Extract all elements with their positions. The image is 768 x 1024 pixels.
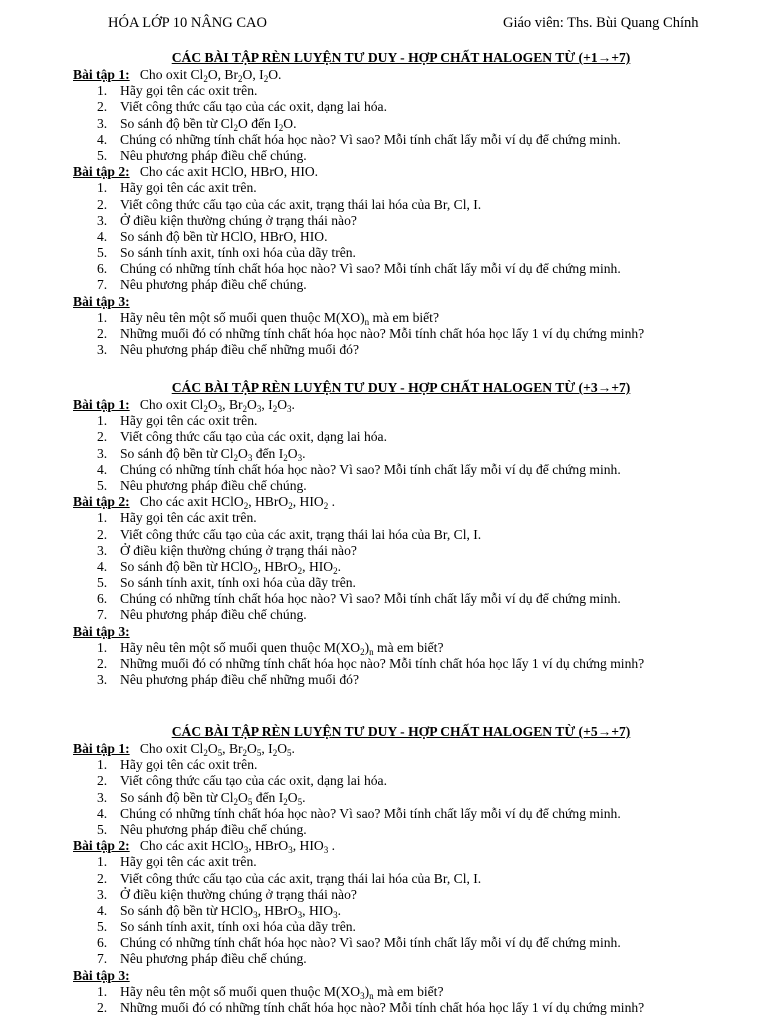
question-item	[0, 342, 768, 358]
question-number: 1.	[97, 180, 108, 196]
teacher-name: Giáo viên: Ths. Bùi Quang Chính	[503, 15, 699, 31]
question-number: 3.	[97, 445, 108, 461]
question-text: Viết công thức cấu tạo của các axit, trạng thái lai hóa của Br, Cl, I.	[120, 870, 482, 886]
question-text: Nêu phương pháp điều chế chúng.	[120, 607, 307, 623]
question-item	[0, 559, 768, 575]
question-text: Viết công thức cấu tạo của các axit, trạng thái lai hóa của Br, Cl, I.	[120, 526, 482, 542]
question-text: So sánh độ bền từ $Cl_2O$ đến $I_2O$.	[120, 115, 297, 133]
question-number: 2.	[97, 326, 108, 341]
question-number: 6.	[97, 935, 108, 951]
question-item	[0, 446, 768, 462]
question-item	[0, 277, 768, 293]
question-number: 3.	[97, 342, 108, 358]
question-item	[0, 326, 768, 342]
question-number: 4.	[97, 461, 108, 477]
question-text: Viết công thức cấu tạo của các axit, trạng thái lai hóa của Br, Cl, I.	[120, 196, 482, 212]
question-number: 6.	[97, 261, 108, 277]
question-text: So sánh tính axit, tính oxi hóa của dãy trên.	[120, 919, 356, 935]
question-item	[0, 672, 768, 688]
exercise-heading	[0, 67, 768, 83]
question-text: Viết công thức cấu tạo của các oxit, dạng lai hóa.	[120, 429, 387, 445]
question-item	[0, 510, 768, 526]
question-text: Hãy gọi tên các oxit trên.	[120, 83, 258, 99]
question-text: Nêu phương pháp điều chế chúng.	[120, 951, 307, 967]
question-item	[0, 575, 768, 591]
exercise-heading	[0, 164, 768, 180]
question-item	[0, 790, 768, 806]
question-number: 5.	[97, 919, 108, 935]
question-item	[0, 527, 768, 543]
exercise-heading	[0, 838, 768, 854]
question-item	[0, 462, 768, 478]
exercise-intro: Cho các axit HClO$_2$, HBrO$_2$, $HIO_2$ .	[139, 494, 335, 512]
question-number: 2.	[97, 1000, 108, 1015]
question-number: 3.	[97, 115, 108, 131]
section-title: CÁC BÀI TẬP RÈN LUYỆN TƯ DUY - HỢP CHẤT HALOGEN TỪ (+1→+7)	[171, 50, 631, 65]
question-item	[0, 903, 768, 919]
question-number: 4.	[97, 902, 108, 918]
exercise-label: Bài tập 1:	[73, 397, 130, 412]
exercise-label: Bài tập 3:	[73, 623, 130, 639]
question-text: Nêu phương pháp điều chế chúng.	[120, 477, 307, 493]
question-number: 1.	[97, 854, 108, 870]
exercise-label: Bài tập 2:	[73, 494, 130, 510]
question-number: 2.	[97, 526, 108, 542]
question-number: 7.	[97, 951, 108, 967]
exercise-intro: Cho oxit $Cl_2O_3$, $Br_2O_3$, $I_2O_3$.	[139, 397, 295, 414]
question-number: 1.	[97, 983, 108, 999]
question-number: 5.	[97, 821, 108, 837]
question-text: Những muối đó có những tính chất hóa học nào? Mỗi tính chất hóa học lấy 1 ví dụ chứng minh?	[120, 326, 645, 341]
question-text: Chúng có những tính chất hóa học nào? Vì sao? Mỗi tính chất lấy mỗi ví dụ để chứng minh.	[120, 591, 621, 607]
question-item	[0, 591, 768, 607]
course-title: HÓA LỚP 10 NÂNG CAO	[108, 15, 267, 31]
question-number: 6.	[97, 591, 108, 607]
question-item	[0, 757, 768, 773]
question-text: Ở điều kiện thường chúng ở trạng thái nào?	[120, 886, 357, 902]
question-number: 3.	[97, 672, 108, 688]
question-text: Nêu phương pháp điều chế chúng.	[120, 277, 307, 293]
question-item	[0, 773, 768, 789]
question-number: 2.	[97, 656, 108, 671]
section-3	[0, 724, 768, 1016]
question-number: 3.	[97, 542, 108, 558]
exercise-heading	[0, 494, 768, 510]
exercise-label: Bài tập 2:	[73, 164, 130, 180]
question-item	[0, 984, 768, 1000]
question-text: Ở điều kiện thường chúng ở trạng thái nào?	[120, 542, 357, 558]
question-number: 4.	[97, 131, 108, 147]
question-item	[0, 116, 768, 132]
question-item	[0, 148, 768, 164]
question-number: 5.	[97, 575, 108, 591]
question-item	[0, 132, 768, 148]
question-item	[0, 935, 768, 951]
question-text: Hãy nêu tên một số muối quen thuộc $M(XO_3)_n$ mà em biết?	[120, 983, 444, 1001]
question-text: So sánh tính axit, tính oxi hóa của dãy trên.	[120, 245, 356, 261]
question-number: 1.	[97, 413, 108, 429]
question-item	[0, 871, 768, 887]
question-item	[0, 887, 768, 903]
question-number: 5.	[97, 477, 108, 493]
question-text: Những muối đó có những tính chất hóa học nào? Mỗi tính chất hóa học lấy 1 ví dụ chứng minh?	[120, 1000, 645, 1015]
question-text: Hãy gọi tên các oxit trên.	[120, 413, 258, 429]
question-item	[0, 310, 768, 326]
question-text: So sánh độ bền từ HClO, HBrO, HIO.	[120, 228, 328, 244]
exercise-label: Bài tập 3:	[73, 967, 130, 983]
question-text: So sánh độ bền từ $Cl_2O_5$ đến $I_2O_5$.	[120, 789, 306, 807]
question-item	[0, 99, 768, 115]
question-item	[0, 429, 768, 445]
question-number: 7.	[97, 277, 108, 293]
question-item	[0, 607, 768, 623]
section-2	[0, 380, 768, 688]
exercise-heading	[0, 968, 768, 984]
question-number: 2.	[97, 99, 108, 115]
question-text: Hãy gọi tên các axit trên.	[120, 180, 257, 196]
question-number: 2.	[97, 870, 108, 886]
question-item	[0, 640, 768, 656]
question-text: Viết công thức cấu tạo của các oxit, dạng lai hóa.	[120, 773, 387, 789]
section-title: CÁC BÀI TẬP RÈN LUYỆN TƯ DUY - HỢP CHẤT HALOGEN TỪ (+3→+7)	[171, 380, 631, 395]
exercise-intro: Cho oxit $Cl_2O_5$, $Br_2O_5$, $I_2O_5$.	[139, 741, 295, 758]
question-text: Chúng có những tính chất hóa học nào? Vì sao? Mỗi tính chất lấy mỗi ví dụ để chứng minh.	[120, 261, 621, 277]
question-item	[0, 854, 768, 870]
question-number: 3.	[97, 212, 108, 228]
section-title: CÁC BÀI TẬP RÈN LUYỆN TƯ DUY - HỢP CHẤT HALOGEN TỪ (+5→+7)	[171, 724, 631, 739]
question-text: Nêu phương pháp điều chế chúng.	[120, 821, 307, 837]
exercise-heading	[0, 741, 768, 757]
question-item	[0, 656, 768, 672]
question-text: Hãy gọi tên các axit trên.	[120, 510, 257, 526]
exercise-intro: Cho các axit HClO$_3$, HBrO$_3$, $HIO_3$ .	[139, 838, 335, 856]
question-text: Chúng có những tính chất hóa học nào? Vì sao? Mỗi tính chất lấy mỗi ví dụ để chứng minh.	[120, 805, 621, 821]
question-number: 2.	[97, 429, 108, 445]
question-text: Nêu phương pháp điều chế những muối đó?	[120, 342, 359, 358]
question-number: 1.	[97, 639, 108, 655]
question-number: 2.	[97, 773, 108, 789]
question-number: 7.	[97, 607, 108, 623]
exercise-label: Bài tập 3:	[73, 293, 130, 309]
question-item	[0, 1000, 768, 1016]
question-item	[0, 180, 768, 196]
question-number: 4.	[97, 228, 108, 244]
question-text: Viết công thức cấu tạo của các oxit, dạng lai hóa.	[120, 99, 387, 115]
question-number: 1.	[97, 83, 108, 99]
question-text: Nêu phương pháp điều chế những muối đó?	[120, 672, 359, 688]
question-text: So sánh độ bền từ $Cl_2O_3$ đến $I_2O_3$.	[120, 445, 306, 463]
question-item	[0, 806, 768, 822]
question-number: 4.	[97, 558, 108, 574]
page-header	[0, 15, 768, 35]
question-item	[0, 83, 768, 99]
question-item	[0, 197, 768, 213]
question-text: Nêu phương pháp điều chế chúng.	[120, 147, 307, 163]
question-number: 5.	[97, 245, 108, 261]
question-item	[0, 229, 768, 245]
question-number: 2.	[97, 196, 108, 212]
question-item	[0, 245, 768, 261]
exercise-intro: Cho các axit HClO, HBrO, HIO.	[139, 164, 319, 180]
exercise-heading	[0, 624, 768, 640]
question-text: Chúng có những tính chất hóa học nào? Vì sao? Mỗi tính chất lấy mỗi ví dụ để chứng minh.	[120, 131, 621, 147]
exercise-label: Bài tập 1:	[73, 67, 130, 82]
exercise-heading	[0, 397, 768, 413]
question-item	[0, 919, 768, 935]
question-item	[0, 478, 768, 494]
question-number: 4.	[97, 805, 108, 821]
question-number: 3.	[97, 789, 108, 805]
question-text: Chúng có những tính chất hóa học nào? Vì sao? Mỗi tính chất lấy mỗi ví dụ để chứng minh.	[120, 461, 621, 477]
exercise-label: Bài tập 1:	[73, 741, 130, 756]
section-1	[0, 50, 768, 358]
question-text: Chúng có những tính chất hóa học nào? Vì sao? Mỗi tính chất lấy mỗi ví dụ để chứng minh.	[120, 935, 621, 951]
question-text: So sánh tính axit, tính oxi hóa của dãy trên.	[120, 575, 356, 591]
question-text: Hãy nêu tên một số muối quen thuộc $M(XO)_n$ mà em biết?	[120, 309, 439, 327]
question-number: 3.	[97, 886, 108, 902]
exercise-intro: Cho oxit $Cl_2O$, $Br_2O$, $I_2O$.	[139, 67, 282, 84]
question-number: 1.	[97, 510, 108, 526]
question-item	[0, 213, 768, 229]
question-text: Hãy gọi tên các oxit trên.	[120, 757, 258, 773]
question-item	[0, 413, 768, 429]
exercise-heading	[0, 294, 768, 310]
question-text: So sánh độ bền từ HClO$_3$, HBrO$_3$, $HIO_3$.	[120, 902, 342, 920]
question-text: Những muối đó có những tính chất hóa học nào? Mỗi tính chất hóa học lấy 1 ví dụ chứng minh?	[120, 656, 645, 671]
question-item	[0, 261, 768, 277]
question-item	[0, 543, 768, 559]
question-item	[0, 951, 768, 967]
question-item	[0, 822, 768, 838]
question-text: Hãy nêu tên một số muối quen thuộc $M(XO_2)_n$ mà em biết?	[120, 639, 444, 657]
question-number: 5.	[97, 147, 108, 163]
question-text: Ở điều kiện thường chúng ở trạng thái nào?	[120, 212, 357, 228]
question-text: Hãy gọi tên các axit trên.	[120, 854, 257, 870]
question-number: 1.	[97, 309, 108, 325]
exercise-label: Bài tập 2:	[73, 838, 130, 854]
question-text: So sánh độ bền từ HClO$_2$, HBrO$_2$, $HIO_2$.	[120, 558, 342, 576]
question-number: 1.	[97, 757, 108, 773]
